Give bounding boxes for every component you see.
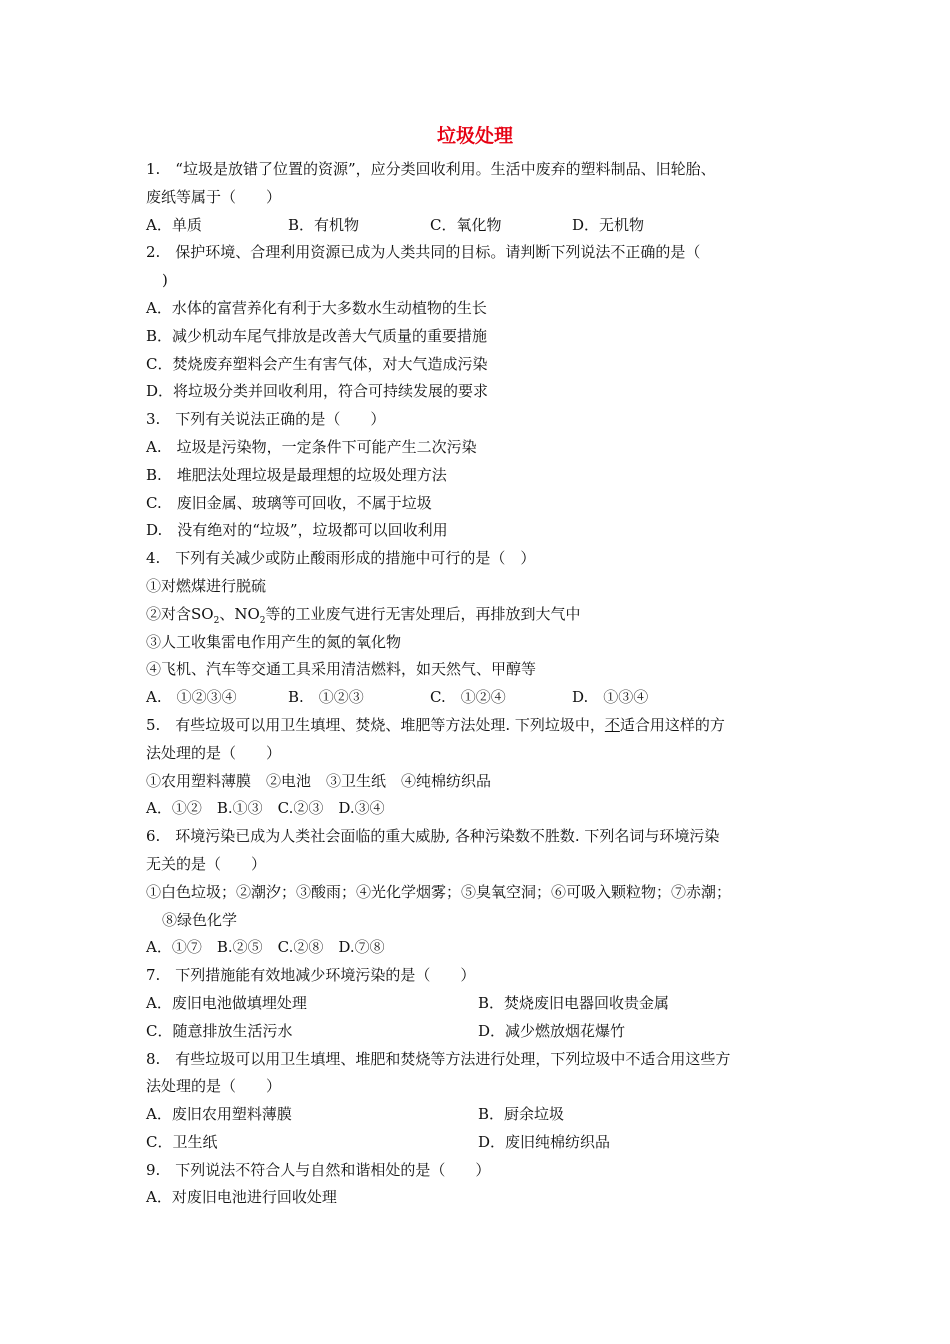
list-item: ①对燃煤进行脱硫 <box>146 576 267 595</box>
question-stem: 法处理的是（ ） <box>146 743 282 762</box>
list-item: ①白色垃圾；②潮汐；③酸雨；④光化学烟雾；⑤臭氧空洞；⑥可吸入颗粒物；⑦赤潮； <box>146 882 732 901</box>
option-row <box>146 212 826 240</box>
option-a: A．单质 <box>146 215 202 234</box>
list-item: ③人工收集雷电作用产生的氮的氧化物 <box>146 632 402 651</box>
option-d: D. ①③④ <box>572 688 649 707</box>
question-stem: 2. 保护环境、合理利用资源已成为人类共同的目标。请判断下列说法不正确的是（ <box>146 243 701 262</box>
question-stem: 9. 下列说法不符合人与自然和谐相处的是（ ） <box>146 1160 491 1179</box>
question-stem: 4. 下列有关减少或防止酸雨形成的措施中可行的是（ ） <box>146 549 536 568</box>
subscript: 2 <box>259 615 266 626</box>
option-row <box>146 1101 826 1129</box>
question-stem <box>146 712 826 740</box>
question-stem: 3. 下列有关说法正确的是（ ） <box>146 410 386 429</box>
option-c: C．焚烧废弃塑料会产生有害气体，对大气造成污染 <box>146 354 488 373</box>
option-c: C. ①②④ <box>430 688 506 707</box>
question-9 <box>146 1157 826 1213</box>
question-6 <box>146 823 826 962</box>
option-b: B. ①②③ <box>288 688 364 707</box>
list-item: ①农用塑料薄膜 ②电池 ③卫生纸 ④纯棉纺织品 <box>146 771 492 790</box>
question-stem: 无关的是（ ） <box>146 854 267 873</box>
question-8 <box>146 1046 826 1157</box>
option-b: B．厨余垃圾 <box>478 1105 565 1124</box>
list-item: ④飞机、汽车等交通工具采用清洁燃料，如天然气、甲醇等 <box>146 660 537 679</box>
option-b: B．有机物 <box>288 215 360 234</box>
item-text: 等的工业废气进行无害处理后，再排放到大气中 <box>265 604 581 623</box>
question-7 <box>146 962 826 1045</box>
option-d: D. 没有绝对的“垃圾”，垃圾都可以回收利用 <box>146 521 448 540</box>
option-a: A．废旧电池做填埋处理 <box>146 993 307 1012</box>
question-stem: 7. 下列措施能有效地减少环境污染的是（ ） <box>146 966 476 985</box>
option-row <box>146 1129 826 1157</box>
option-d: D．将垃圾分类并回收利用，符合可持续发展的要求 <box>146 382 489 401</box>
option-a: A．水体的富营养化有利于大多数水生动植物的生长 <box>146 298 487 317</box>
question-list <box>146 156 826 1212</box>
item-text: ②对含SO <box>146 604 214 623</box>
question-stem: 8. 有些垃圾可以用卫生填埋、堆肥和焚烧等方法进行处理，下列垃圾中不适合用这些方 <box>146 1049 731 1068</box>
underlined-word: 不 <box>604 715 620 734</box>
item-text: 、NO <box>219 604 260 623</box>
option-a: A．废旧农用塑料薄膜 <box>146 1105 292 1124</box>
option-row <box>146 684 826 712</box>
option-row: A．①② B.①③ C.②③ D.③④ <box>146 799 385 818</box>
question-1 <box>146 156 826 239</box>
option-a: A．对废旧电池进行回收处理 <box>146 1188 337 1207</box>
page-title: 垃圾处理 <box>436 125 513 147</box>
question-stem: 废纸等属于（ ） <box>146 187 282 206</box>
option-b: B．焚烧废旧电器回收贵金属 <box>478 993 670 1012</box>
option-c: C．卫生纸 <box>146 1132 218 1151</box>
list-item <box>146 601 826 629</box>
question-3 <box>146 406 826 545</box>
list-item: ⑧绿色化学 <box>162 910 238 929</box>
question-2 <box>146 239 826 406</box>
question-4 <box>146 545 826 712</box>
option-row: A．①⑦ B.②⑤ C.②⑧ D.⑦⑧ <box>146 938 385 957</box>
subscript: 2 <box>213 615 220 626</box>
option-d: D．减少燃放烟花爆竹 <box>478 1021 626 1040</box>
question-stem: 法处理的是（ ） <box>146 1077 282 1096</box>
option-b: B. 堆肥法处理垃圾是最理想的垃圾处理方法 <box>146 465 447 484</box>
option-a: A. ①②③④ <box>146 688 237 707</box>
option-row <box>146 990 826 1018</box>
option-row <box>146 1018 826 1046</box>
option-c: C．氧化物 <box>430 215 502 234</box>
question-5 <box>146 712 826 823</box>
stem-text: 适合用这样的方 <box>619 715 725 734</box>
option-c: C. 废旧金属、玻璃等可回收，不属于垃圾 <box>146 493 432 512</box>
option-d: D．废旧纯棉纺织品 <box>478 1132 611 1151</box>
option-c: C．随意排放生活污水 <box>146 1021 293 1040</box>
stem-text: 5. 有些垃圾可以用卫生填埋、焚烧、堆肥等方法处理. 下列垃圾中， <box>146 715 605 734</box>
option-a: A. 垃圾是污染物，一定条件下可能产生二次污染 <box>146 437 477 456</box>
question-stem: 6. 环境污染已成为人类社会面临的重大威胁, 各种污染数不胜数. 下列名词与环境污染 <box>146 827 720 846</box>
question-stem: ) <box>162 271 168 290</box>
option-b: B．减少机动车尾气排放是改善大气质量的重要措施 <box>146 326 488 345</box>
question-stem: 1. “垃圾是放错了位置的资源”，应分类回收利用。生活中废弃的塑料制品、旧轮胎、 <box>146 160 716 178</box>
option-d: D．无机物 <box>572 215 645 234</box>
